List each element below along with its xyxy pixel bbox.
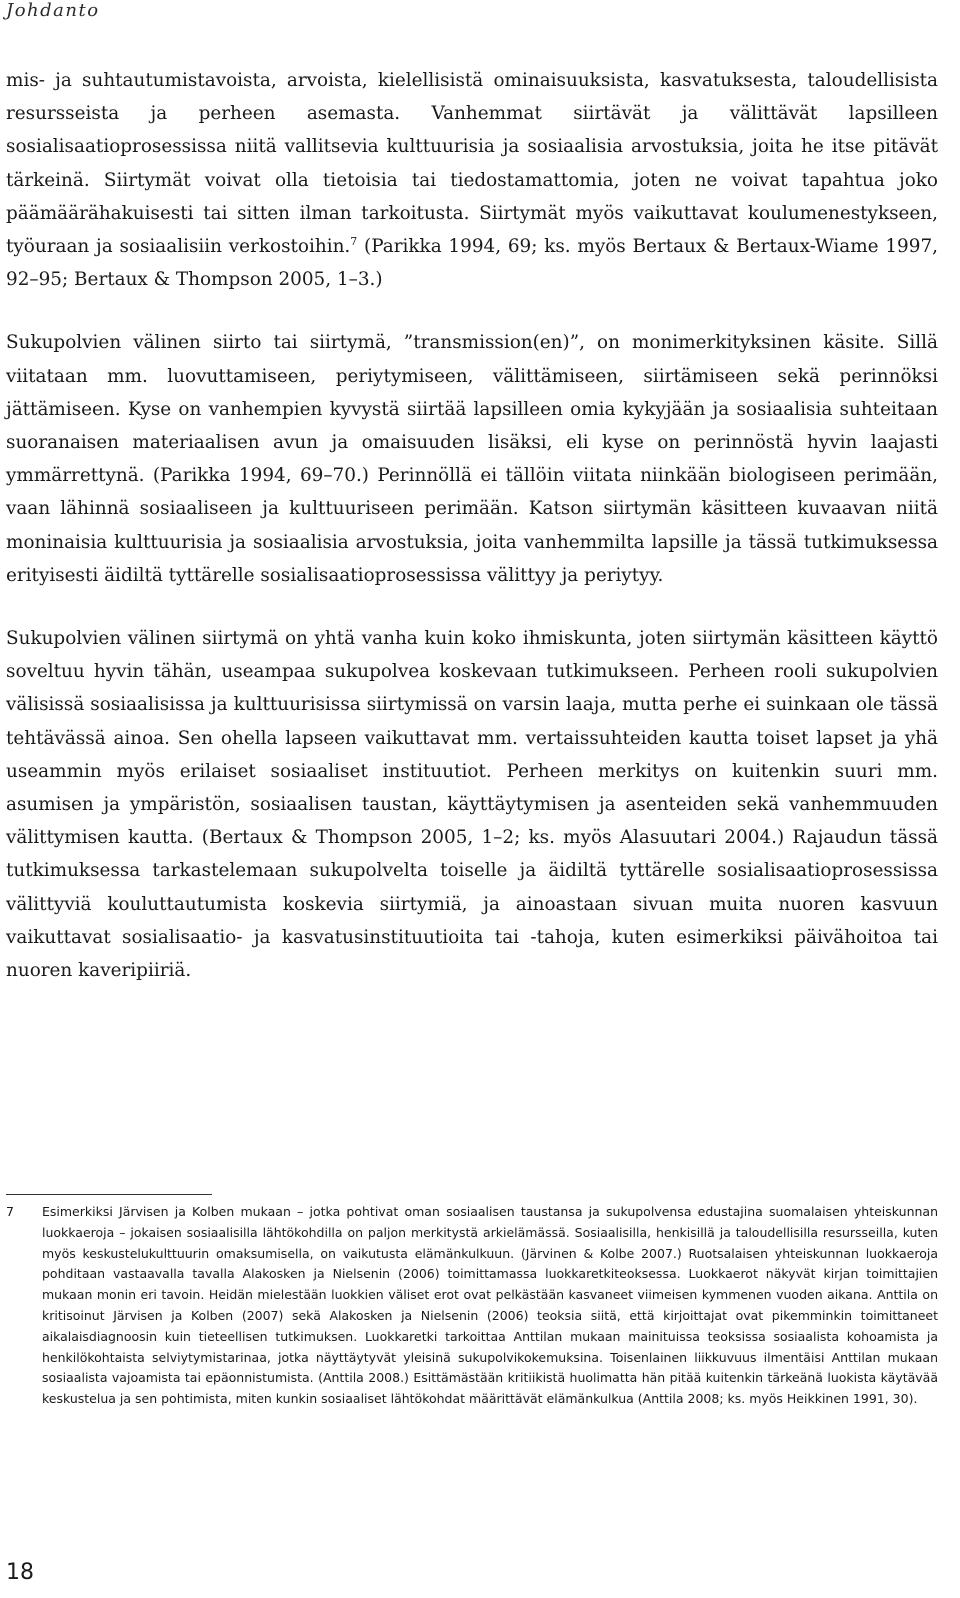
footnote-text: Esimerkiksi Järvisen ja Kolben mukaan – jotka pohtivat oman sosiaalisen taustansa ja sukupolvensa edustajina suomalaisen yhteiskunnan luokkaeroja – jokaisen sosiaalisilla lähtökohdilla on paljon merkitystä arkielämässä. Sosiaalisilla, henkisillä ja taloudellisilla resursseilla, kuten myös keskustelukulttuurin omaksumisella, on vaikutusta elämänkulkuun. (Järvinen & Kolbe 2007.) Ruotsalaisen yhteiskunnan luokkaeroja pohditaan vastaavalla tavalla Alakosken ja Nielsenin (2006) toimittamassa luokkaretkiteoksessa. Luokkaerot näkyvät kirjan toimittajien mukaan monin eri tavoin. Heidän mielestään luokkien väliset erot ovat pelkästään kasvaneet viimeisen kymmenen vuoden aikana. Anttila on kritisoinut Järvisen ja Kolben (2007) sekä Alakosken ja Nielsenin (2006) teoksia siitä, että kirjoittajat ovat pikemminkin toimittaneet aikalaisdiagnoosin kuin tieteellisen tutkimuksen. Luokkaretki tarkoittaa Anttilan mukaan mainituissa teoksissa sosiaalista kohoamista ja henkilökohtaista selviytymistarinaa, jotka näyttäytyvät yleisinä sukupolvikokemuksina. Toisenlainen liikkuvuus ilmentäisi Anttilan mukaan sosiaalista vajoamista tai epäonnistumista. (Anttila 2008.) Esittämästään kritiikistä huolimatta hän pitää kuitenkin tärkeänä luokista käytävää keskustelua ja sen pohtimista, miten kunkin sosiaaliset lähtökohdat määrittävät elämänkulkua (Anttila 2008; ks. myös Heikkinen 1991, 30).: [42, 1204, 938, 1407]
footnote-divider: [6, 1194, 212, 1195]
footnote-number: 7: [6, 1204, 14, 1219]
paragraph-2: Sukupolvien välinen siirto tai siirtymä, ”transmission(en)”, on monimerkityksinen käsite. Sillä viitataan mm. luovuttamiseen, periytymiseen, välittämiseen, siirtämiseen sekä perinnöksi jättämiseen. Kyse on vanhempien kyvystä siirtää lapsilleen omia kykyjään ja sosiaalisia suhteitaan suoranaisen materiaalisen avun ja omaisuuden lisäksi, eli kyse on perinnöstä hyvin laajasti ymmärrettynä. (Parikka 1994, 69–70.) Perinnöllä ei tällöin viitata niinkään biologiseen perimään, vaan lähinnä sosiaaliseen ja kulttuuriseen perimään. Katson siirtymän käsitteen kuvaavan niitä moninaisia kulttuurisia ja sosiaalisia arvostuksia, joita vanhemmilta lapsille ja tässä tutkimuksessa erityisesti äidiltä tyttärelle sosialisaatioprosessissa välittyy ja periytyy.: [6, 332, 938, 586]
footnote: [6, 1202, 938, 1410]
footnote-reference[interactable]: 7: [350, 234, 358, 248]
paragraph-1-text: mis- ja suhtautumistavoista, arvoista, kielellisistä ominaisuuksista, kasvatuksesta, taloudellisista resursseista ja perheen asemasta. Vanhemmat siirtävät ja välittävät lapsilleen sosialisaatioprosessissa niitä vallitsevia kulttuurisia ja sosiaalisia arvostuksia, joita he itse pitävät tärkeinä. Siirtymät voivat olla tietoisia tai tiedostamattomia, joten ne voivat tapahtua joko päämäärähakuisesti tai sitten ilman tarkoitusta. Siirtymät myös vaikuttavat koulumenestykseen, työuraan ja sosiaalisiin verkostoihin.: [6, 70, 938, 258]
paragraph-1: [6, 64, 938, 296]
paragraph-1-citation: (Parikka 1994, 69; ks. myös Bertaux & Bertaux-Wiame 1997, 92–95; Bertaux & Thompson 2005, 1–3.): [6, 236, 938, 291]
page-number: 18: [6, 1560, 34, 1585]
paragraph-3: Sukupolvien välinen siirtymä on yhtä vanha kuin koko ihmiskunta, joten siirtymän käsitteen käyttö soveltuu hyvin tähän, useampaa sukupolvea koskevaan tutkimukseen. Perheen rooli sukupolvien välisissä sosiaalisissa ja kulttuurisissa siirtymissä on varsin laaja, mutta perhe ei suinkaan ole tässä tehtävässä ainoa. Sen ohella lapseen vaikuttavat mm. vertaissuhteiden kautta toiset lapset ja yhä useammin myös erilaiset sosiaaliset instituutiot. Perheen merkitys on kuitenkin suuri mm. asumisen ja ympäristön, sosiaalisen taustan, käyttäytymisen ja asenteiden sekä vanhemmuuden välittymisen kautta. (Bertaux & Thompson 2005, 1–2; ks. myös Alasuutari 2004.) Rajaudun tässä tutkimuksessa tarkastelemaan sukupolvelta toiselle ja äidiltä tyttärelle sosialisaatioprosessissa välittyviä kouluttautumista koskevia siirtymiä, ja ainoastaan sivuan muita nuoren kasvuun vaikuttavat sosialisaatio- ja kasvatusinstituutioita tai -tahoja, kuten esimerkiksi päivähoitoa tai nuoren kaveripiiriä.: [6, 628, 938, 982]
body-text: [6, 64, 938, 1017]
running-head: Johdanto: [6, 0, 100, 21]
